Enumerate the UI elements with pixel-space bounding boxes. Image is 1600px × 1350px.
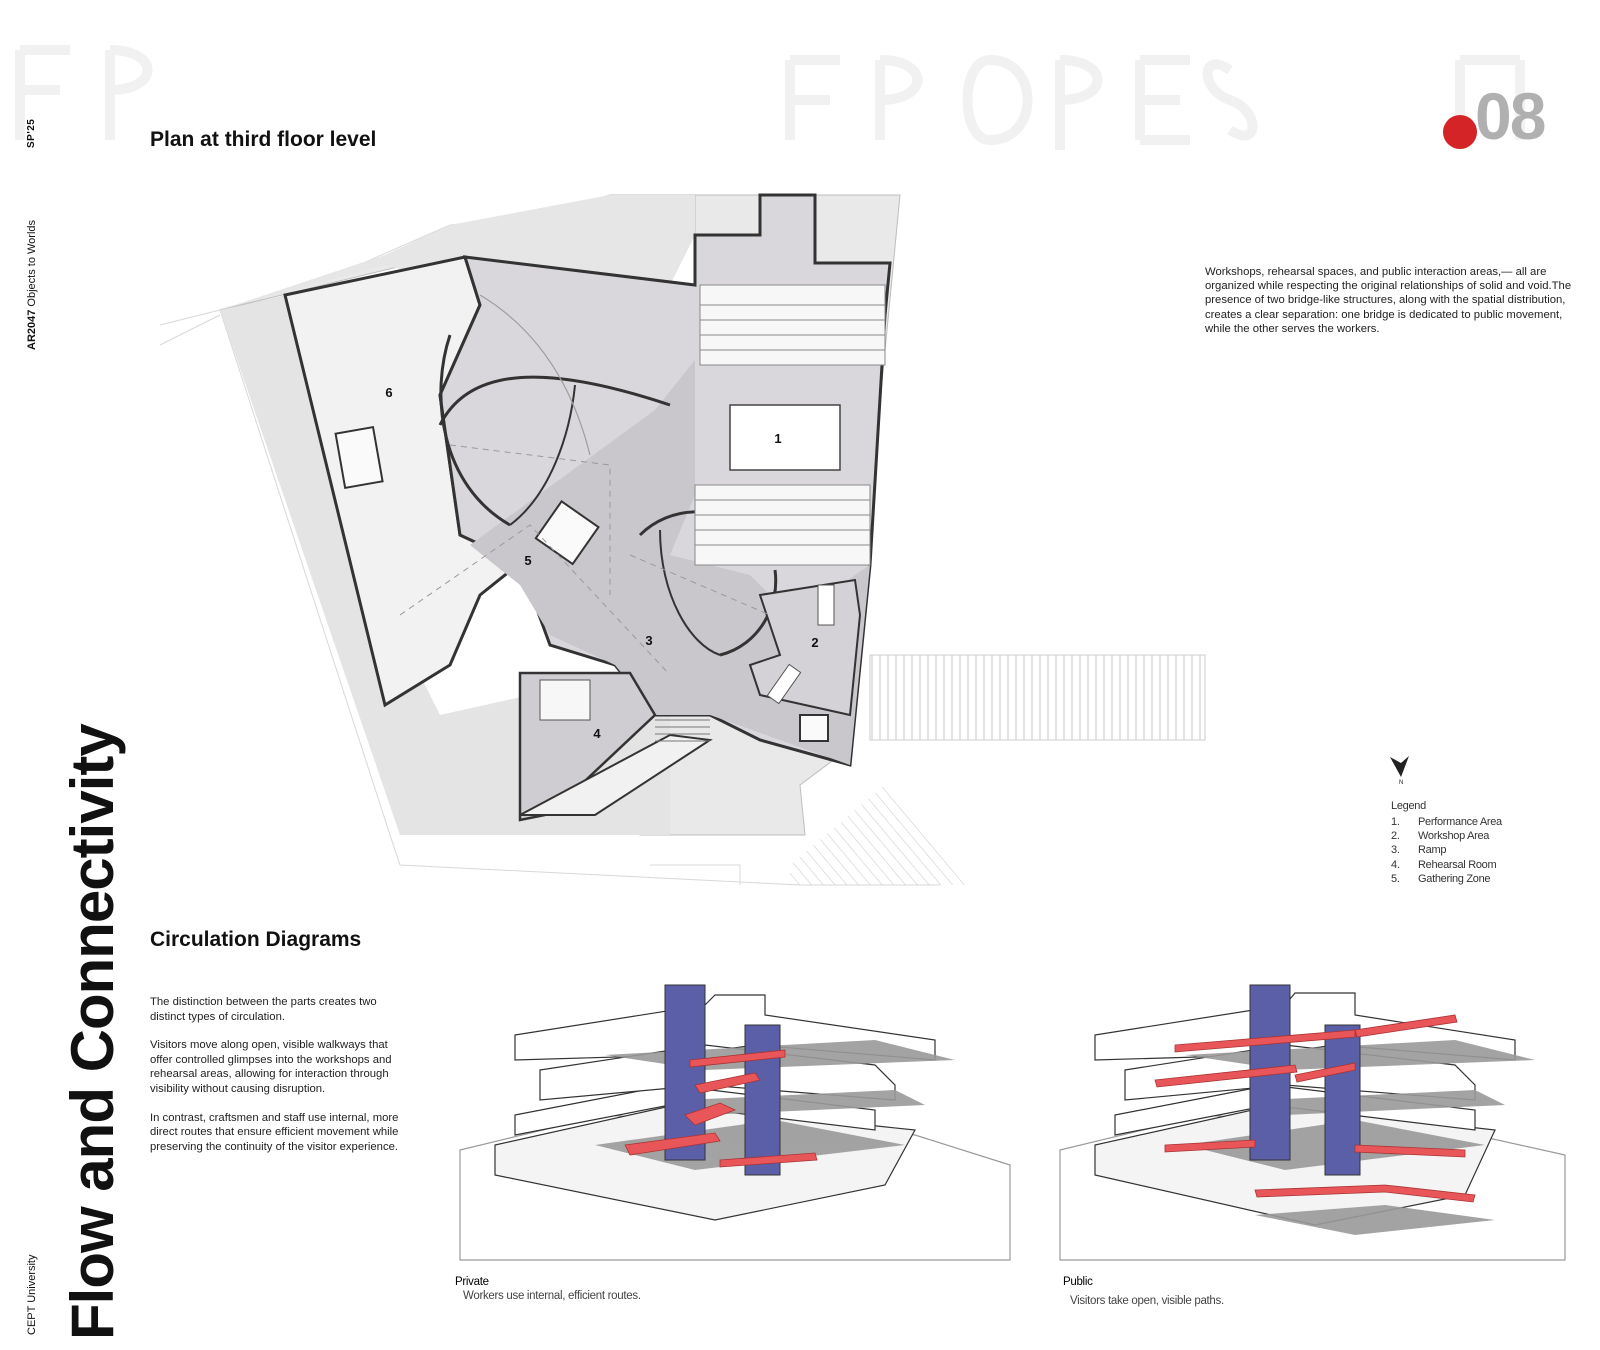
legend (1391, 800, 1502, 886)
page-number: 08 (1475, 79, 1545, 153)
north-arrow-icon (1389, 755, 1413, 785)
red-dot-icon (1443, 115, 1477, 149)
university-label: CEPT University (26, 1254, 38, 1335)
circulation-paragraph: The distinction between the parts creates two distinct types of circulation. (150, 996, 377, 1023)
public-diagram-caption: Visitors take open, visible paths. (1070, 1295, 1224, 1307)
course-label (26, 220, 38, 350)
legend-label: Ramp (1418, 844, 1447, 857)
legend-label: Gathering Zone (1418, 872, 1491, 885)
room-label: 6 (385, 385, 393, 400)
legend-item (1391, 829, 1502, 843)
legend-item (1391, 815, 1502, 829)
circulation-paragraph: Visitors move along open, visible walkways that offer controlled glimpses into the workshops and rehearsal areas, allowing for interaction through visibility without causing disruption. (150, 1039, 392, 1095)
room-label: 1 (774, 431, 782, 446)
legend-label: Rehearsal Room (1418, 858, 1497, 871)
plan-title: Plan at third floor level (150, 128, 377, 151)
legend-label: Workshop Area (1418, 830, 1490, 843)
circulation-title: Circulation Diagrams (150, 928, 362, 951)
page-number-badge (1443, 79, 1583, 156)
circulation-text (150, 995, 410, 1168)
legend-num: 5. (1391, 872, 1400, 885)
legend-num: 3. (1391, 844, 1400, 857)
semester-label: SP'25 (26, 118, 37, 148)
legend-item (1391, 843, 1502, 857)
room-label: 5 (524, 553, 532, 568)
legend-num: 2. (1391, 830, 1400, 843)
diagram-title: Public (1063, 1276, 1093, 1288)
legend-num: 1. (1391, 816, 1400, 828)
legend-title: Legend (1391, 800, 1426, 812)
private-circulation-diagram (455, 985, 1025, 1288)
north-label: N (1399, 780, 1404, 786)
course-code: AR2047 (26, 309, 38, 350)
floor-plan-drawing (150, 195, 1240, 885)
legend-item (1391, 872, 1502, 886)
plan-description: Workshops, rehearsal spaces, and public interaction areas,— all are organized while respecting the original relationships of solid and void.The presence of two bridge-like structures, along with the spatial distribution, creates a clear separation: one bridge is dedicated to public movement, while the other serves the workers. (1205, 266, 1572, 335)
legend-label: Performance Area (1418, 816, 1502, 828)
room-label: 4 (593, 726, 601, 741)
room-label: 2 (811, 635, 819, 650)
public-circulation-diagram (1055, 985, 1575, 1288)
room-label: 3 (645, 633, 653, 648)
section-title: Flow and Connectivity (59, 724, 126, 1340)
course-name: Objects to Worlds (26, 219, 38, 307)
legend-num: 4. (1391, 858, 1400, 871)
diagram-title: Private (455, 1276, 489, 1288)
legend-item (1391, 858, 1502, 872)
circulation-paragraph: In contrast, craftsmen and staff use internal, more direct routes that ensure efficient movement while preserving the continuity of the visitor experience. (150, 1111, 399, 1153)
private-diagram-caption: Workers use internal, efficient routes. (463, 1290, 641, 1302)
